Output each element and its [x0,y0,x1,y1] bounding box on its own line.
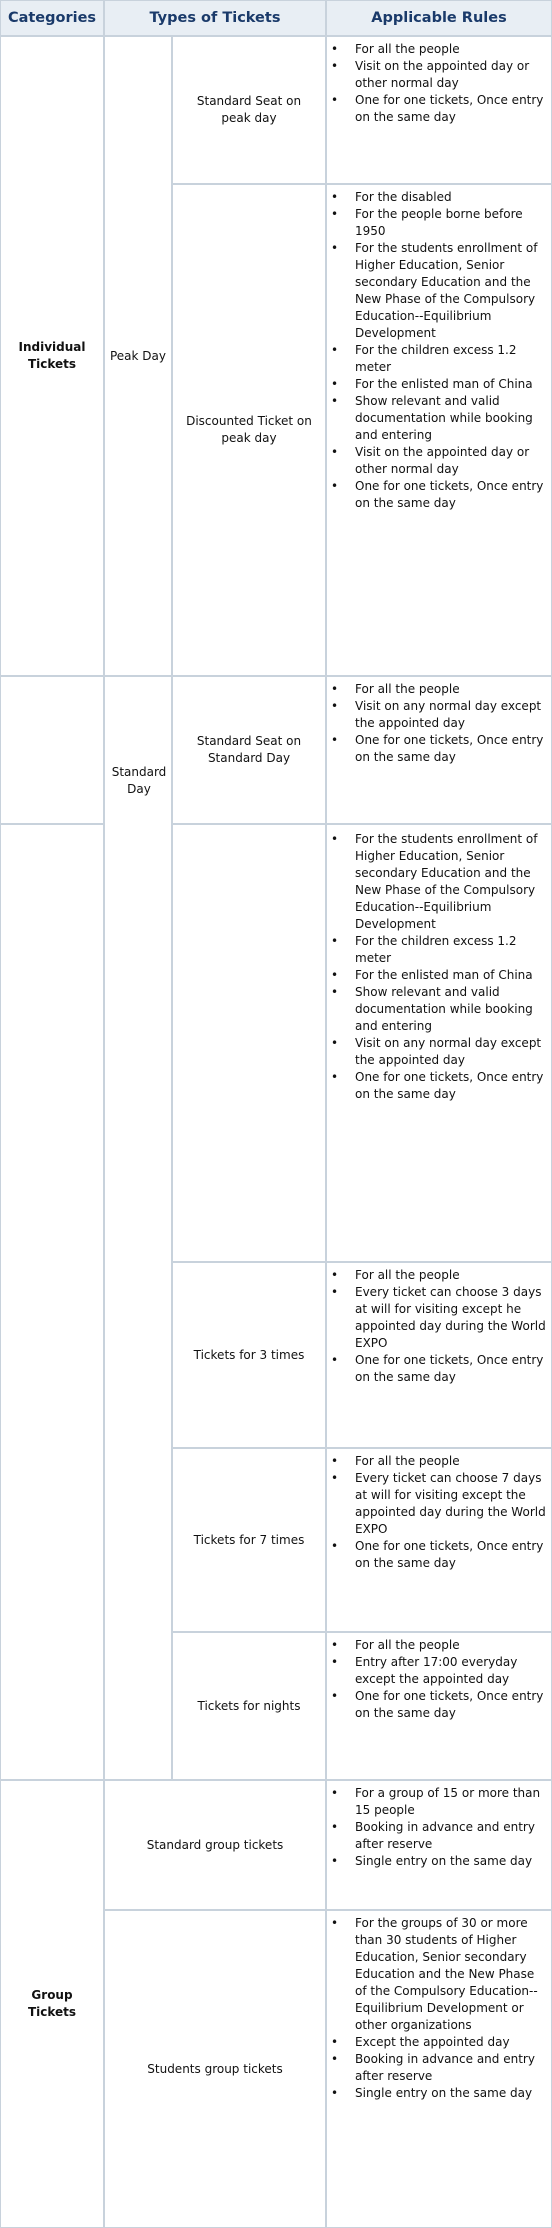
rule-item: • For the disabled [331,190,452,204]
rule-item: • For the children excess 1.2 meter [331,934,517,965]
subcategory-peak-day-label: Peak Day [109,348,166,363]
header-categories-label: Categories [7,10,97,26]
ticket-standard-seat-standard [172,676,326,824]
rule-item: • For all the people [331,1638,460,1652]
subcategory-peak-day [104,36,172,676]
rule-item: • Except the appointed day [331,2035,510,2049]
rule-item: • One for one tickets, Once entry on the same day [331,1539,544,1570]
rule-item: • Single entry on the same day [331,2086,533,2100]
rule-item: • Show relevant and valid documentation while booking and entering [331,985,533,1033]
rule-item: • For the groups of 30 or more than 30 students of Higher Education, Senior secondary Education and the New Phase of the Compulsory Education--Equilibrium Development or other organizations [331,1916,538,2032]
header-types-label: Types of Tickets [149,10,281,26]
header-rules-label: Applicable Rules [371,10,507,26]
rule-item: • One for one tickets, Once entry on the same day [331,93,544,124]
ticket-students-group [104,1910,326,2228]
ticket-standard-seat-peak-label: Standard Seat on peak day [196,94,302,125]
rule-item: • Every ticket can choose 3 days at will for visiting except he appointed day during the World EXPO [331,1285,546,1350]
ticket-discounted-peak-label: Discounted Ticket on peak day [186,414,312,445]
rules-standard-seat-standard-list [327,681,547,766]
rules-students-group [326,1910,552,2228]
rule-item: • For all the people [331,682,460,696]
rule-item: • Visit on any normal day except the appointed day [331,699,542,730]
ticket-standard-group [104,1780,326,1910]
category-group [0,1780,104,2228]
rule-item: • Single entry on the same day [331,1854,533,1868]
rule-item: • One for one tickets, Once entry on the same day [331,1689,544,1720]
rules-standard-seat-standard [326,676,552,824]
category-individual-continued [0,676,104,824]
rule-item: • Every ticket can choose 7 days at will for visiting except the appointed day during the World EXPO [331,1471,546,1536]
ticket-nights [172,1632,326,1780]
rules-discounted-peak [326,184,552,676]
rule-item: • For the enlisted man of China [331,968,533,982]
rules-tickets-3-list [327,1267,547,1386]
ticket-nights-label: Tickets for nights [197,1698,301,1713]
rule-item: • For all the people [331,42,460,56]
ticket-discounted-standard [172,824,326,1262]
rule-item: • Visit on the appointed day or other normal day [331,59,530,90]
rule-item: • One for one tickets, Once entry on the same day [331,1353,544,1384]
rules-tickets-3 [326,1262,552,1448]
ticket-standard-seat-standard-label: Standard Seat on Standard Day [196,734,302,765]
subcategory-standard-day-label: Standard Day [111,765,167,796]
rule-item: • Booking in advance and entry after reserve [331,1820,535,1851]
ticket-3-times [172,1262,326,1448]
rules-standard-seat-peak-list [327,41,547,126]
ticket-3-times-label: Tickets for 3 times [193,1347,305,1362]
ticket-standard-seat-peak [172,36,326,184]
rule-item: • Visit on the appointed day or other normal day [331,445,530,476]
header-categories [0,0,104,36]
rules-tickets-7 [326,1448,552,1632]
rule-item: • Show relevant and valid documentation while booking and entering [331,394,533,442]
rule-item: • For the children excess 1.2 meter [331,343,517,374]
rules-discounted-peak-list [327,189,547,512]
rule-item: • For the enlisted man of China [331,377,533,391]
rule-item: • For all the people [331,1268,460,1282]
rule-item: • For the students enrollment of Higher Education, Senior secondary Education and the New Phase of the Compulsory Education--Equilibrium Development [331,241,538,340]
rules-tickets-nights-list [327,1637,547,1722]
category-individual-label: Individual Tickets [18,340,86,371]
ticket-discounted-peak [172,184,326,676]
rule-item: • For all the people [331,1454,460,1468]
rules-tickets-nights [326,1632,552,1780]
subcategory-standard-day [104,676,172,1780]
rule-item: • One for one tickets, Once entry on the same day [331,479,544,510]
rules-students-group-list [327,1915,547,2102]
ticket-students-group-label: Students group tickets [147,2061,283,2076]
rules-standard-seat-peak [326,36,552,184]
rule-item: • For a group of 15 or more than 15 people [331,1786,541,1817]
rule-item: • Entry after 17:00 everyday except the appointed day [331,1655,518,1686]
category-individual [0,36,104,676]
ticket-7-times [172,1448,326,1632]
rule-item: • Booking in advance and entry after reserve [331,2052,535,2083]
rule-item: • One for one tickets, Once entry on the same day [331,1070,544,1101]
rules-standard-group [326,1780,552,1910]
header-types [104,0,326,36]
rule-item: • For the people borne before 1950 [331,207,523,238]
rules-tickets-7-list [327,1453,547,1572]
header-rules [326,0,552,36]
rules-standard-group-list [327,1785,547,1870]
ticket-7-times-label: Tickets for 7 times [193,1532,305,1547]
category-group-label: Group Tickets [27,1988,77,2019]
rules-discounted-standard [326,824,552,1262]
rule-item: • Visit on any normal day except the appointed day [331,1036,542,1067]
category-individual-continued-2 [0,824,104,1780]
rule-item: • For the students enrollment of Higher Education, Senior secondary Education and the New Phase of the Compulsory Education--Equilibrium Development [331,832,538,931]
rule-item: • One for one tickets, Once entry on the same day [331,733,544,764]
ticket-standard-group-label: Standard group tickets [146,1837,284,1852]
rules-discounted-standard-list [327,831,547,1103]
